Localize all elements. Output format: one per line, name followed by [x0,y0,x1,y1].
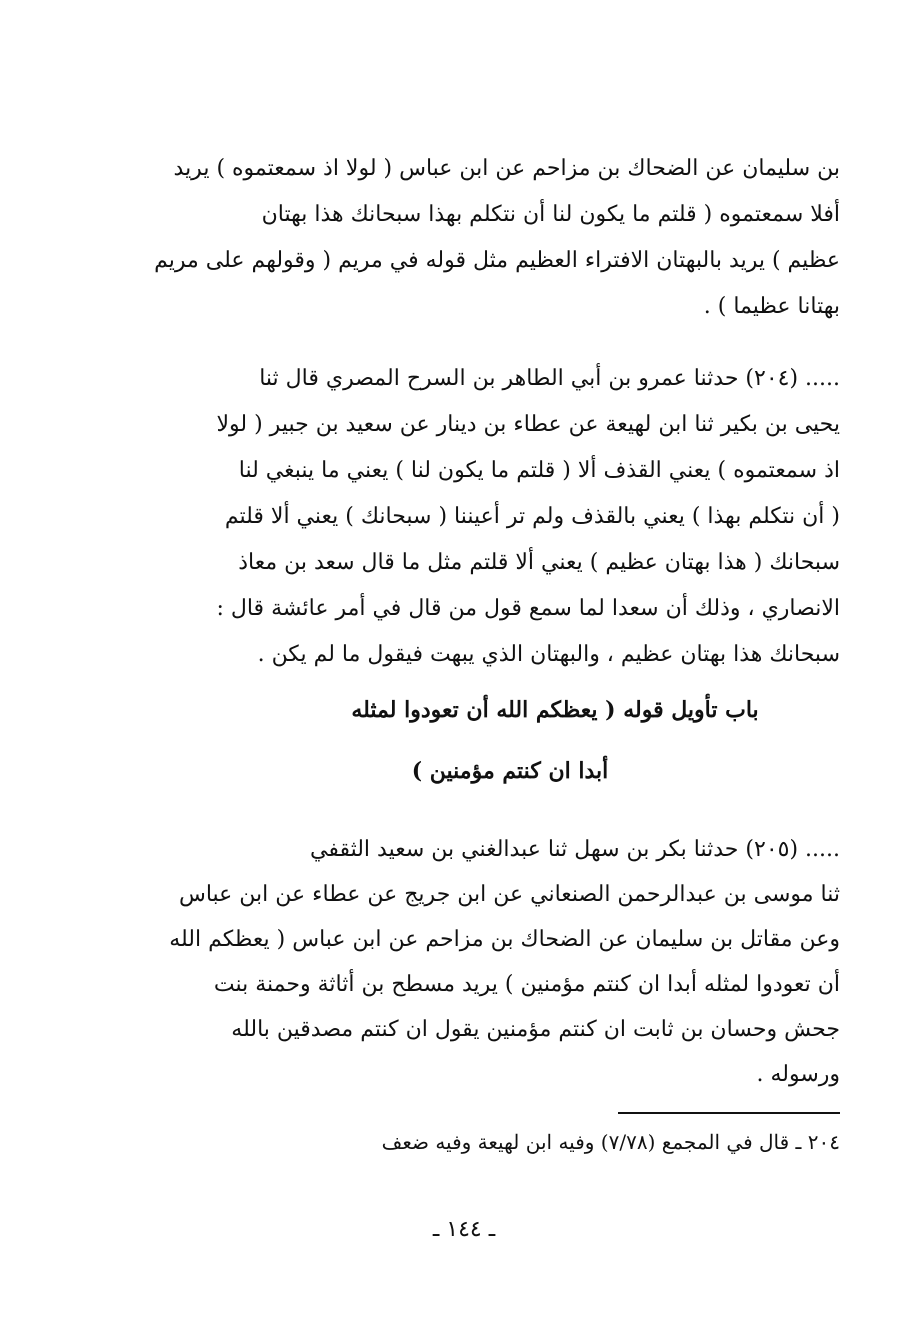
text-line: ( أن نتكلم بهذا ) يعني بالقذف ولم تر أعيننا ( سبحانك ) يعني ألا قلتم [224,504,840,529]
paragraph-204 [128,356,840,678]
text-line: وعن مقاتل بن سليمان عن الضحاك بن مزاحم عن ابن عباس ( يعظكم الله [169,927,840,952]
text-line: ..... (٢٠٥) حدثنا بكر بن سهل ثنا عبدالغني بن سعيد الثقفي [310,837,840,862]
text-line: سبحانك ( هذا بهتان عظيم ) يعني ألا قلتم مثل ما قال سعد بن معاذ [238,550,840,575]
paragraph-1 [128,146,840,330]
text-line: سبحانك هذا بهتان عظيم ، والبهتان الذي يبهت فيقول ما لم يكن . [257,642,840,667]
text-line: ثنا موسى بن عبدالرحمن الصنعاني عن ابن جريج عن عطاء عن ابن عباس [178,882,840,907]
text-line: ورسوله . [756,1062,840,1087]
text-line: جحش وحسان بن ثابت ان كنتم مؤمنين يقول ان كنتم مصدقين بالله [231,1017,840,1042]
footnote-divider [618,1112,840,1114]
text-line: بن سليمان عن الضحاك بن مزاحم عن ابن عباس ( لولا اذ سمعتموه ) يريد [173,156,840,181]
text-line: اذ سمعتموه ) يعني القذف ألا ( قلتم ما يكون لنا ) يعني ما ينبغي لنا [238,458,840,483]
text-line: أفلا سمعتموه ( قلتم ما يكون لنا أن نتكلم بهذا سبحانك هذا بهتان [261,202,840,227]
text-line: يحيى بن بكير ثنا ابن لهيعة عن عطاء بن دينار عن سعيد بن جبير ( لولا [216,412,840,437]
text-line: ..... (٢٠٤) حدثنا عمرو بن أبي الطاهر بن السرح المصري قال ثنا [259,366,840,391]
text-line: بهتانا عظيما ) . [703,294,840,319]
footnote: ٢٠٤ ـ قال في المجمع (٧/٧٨) وفيه ابن لهيعة وفيه ضعف [381,1130,840,1154]
chapter-heading-line-2: أبدا ان كنتم مؤمنين ) [411,758,609,784]
chapter-heading-line-1: باب تأويل قوله ( يعظكم الله أن تعودوا لمثله [351,697,759,723]
text-line: عظيم ) يريد بالبهتان الافتراء العظيم مثل قوله في مريم ( وقولهم على مريم [154,248,840,273]
text-line: الانصاري ، وذلك أن سعدا لما سمع قول من قال في أمر عائشة قال : [216,596,840,621]
text-line: أن تعودوا لمثله أبدا ان كنتم مؤمنين ) يريد مسطح بن أثاثة وحمنة بنت [213,972,840,997]
paragraph-205 [128,827,840,1097]
page-number: ـ ١٤٤ ـ [432,1217,496,1242]
